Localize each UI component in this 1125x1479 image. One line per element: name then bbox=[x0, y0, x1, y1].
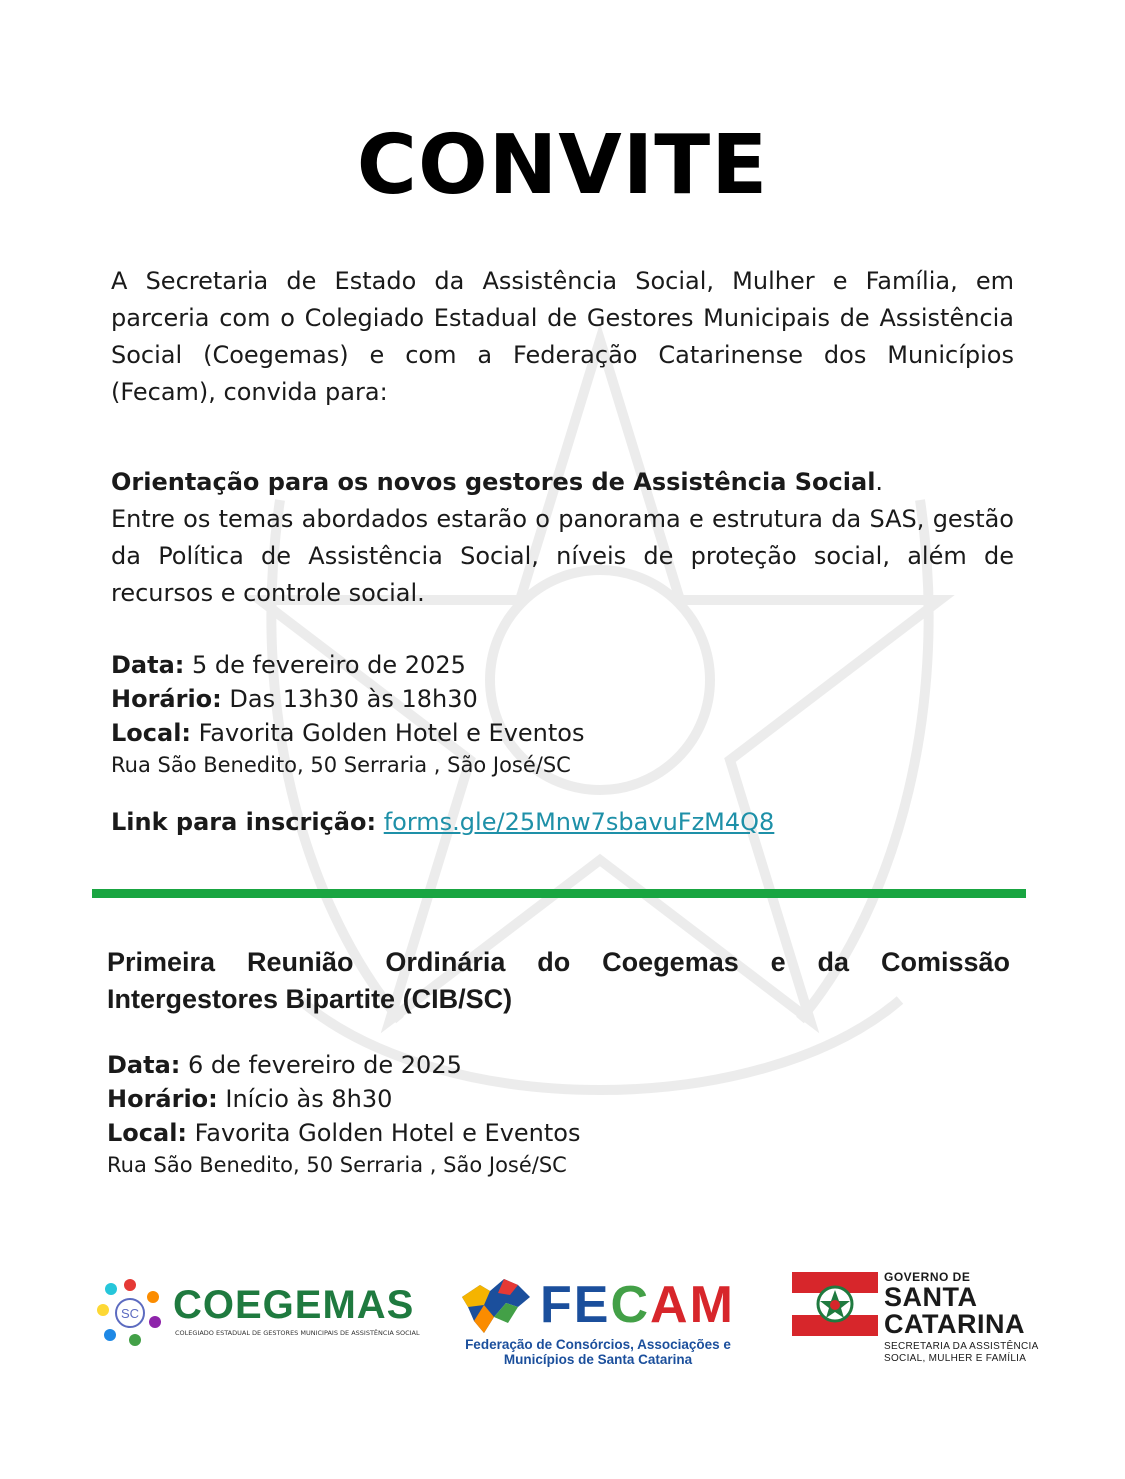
santa-catarina-government-logo bbox=[792, 1270, 1052, 1370]
time-value: Das 13h30 às 18h30 bbox=[221, 685, 478, 713]
coegemas-badge-text: SC bbox=[120, 1306, 140, 1321]
coegemas-logo bbox=[95, 1277, 425, 1347]
event-2-title: Primeira Reunião Ordinária do Coegemas e da Comissão Intergestores Bipartite (CIB/SC) bbox=[107, 947, 1010, 1014]
coegemas-wordmark: COEGEMAS bbox=[173, 1283, 415, 1327]
event-2-date bbox=[107, 1048, 580, 1082]
intro-paragraph: A Secretaria de Estado da Assistência Social, Mulher e Família, em parceria com o Colegiado Estadual de Gestores Municipais de Assistência Social (Coegemas) e com a Federação Catarinense dos Municípios (Fecam), convida para: bbox=[111, 267, 1014, 406]
fecam-logo bbox=[458, 1275, 738, 1375]
event-1-date bbox=[111, 648, 584, 682]
date-label: Data: bbox=[111, 651, 185, 679]
santa-catarina-text: GOVERNO DE SANTA CATARINA SECRETARIA DA ASSISTÊNCIA SOCIAL, MULHER E FAMÍLIA bbox=[884, 1270, 1039, 1364]
registration-link[interactable]: forms.gle/25Mnw7sbavuFzM4Q8 bbox=[383, 808, 775, 836]
page-title: CONVITE bbox=[356, 118, 769, 213]
event-1-details bbox=[111, 648, 584, 780]
registration-link-row bbox=[111, 808, 774, 836]
fecam-subtitle: Federação de Consórcios, Associações e Municípios de Santa Catarina bbox=[465, 1337, 731, 1367]
partner-logos bbox=[0, 1265, 1125, 1375]
date-value: 5 de fevereiro de 2025 bbox=[184, 651, 466, 679]
time-label: Horário: bbox=[107, 1085, 218, 1113]
section-divider bbox=[92, 889, 1026, 898]
event-2-place bbox=[107, 1116, 580, 1150]
fecam-wordmark: FECAM bbox=[540, 1276, 735, 1334]
time-label: Horário: bbox=[111, 685, 222, 713]
event-1-place bbox=[111, 716, 584, 750]
time-value: Início às 8h30 bbox=[217, 1085, 393, 1113]
event-1-title-suffix: . bbox=[875, 468, 884, 496]
place-value: Favorita Golden Hotel e Eventos bbox=[191, 719, 585, 747]
event-2-address: Rua São Benedito, 50 Serraria , São José/SC bbox=[107, 1153, 567, 1177]
event-2-time bbox=[107, 1082, 580, 1116]
place-label: Local: bbox=[107, 1119, 188, 1147]
registration-link-label: Link para inscrição: bbox=[111, 808, 377, 836]
santa-catarina-flag-icon bbox=[792, 1272, 878, 1336]
place-value: Favorita Golden Hotel e Eventos bbox=[187, 1119, 581, 1147]
event-1-address: Rua São Benedito, 50 Serraria , São José/SC bbox=[111, 753, 571, 777]
coegemas-subtitle: COLEGIADO ESTADUAL DE GESTORES MUNICIPAIS DE ASSISTÊNCIA SOCIAL bbox=[175, 1329, 420, 1337]
event-2-details bbox=[107, 1048, 580, 1180]
event-1-time bbox=[111, 682, 584, 716]
event-1-description: Entre os temas abordados estarão o panorama e estrutura da SAS, gestão da Política de Assistência Social, níveis de proteção social, além de recursos e controle social. bbox=[111, 505, 1014, 607]
place-label: Local: bbox=[111, 719, 192, 747]
date-label: Data: bbox=[107, 1051, 181, 1079]
coegemas-people-icon bbox=[95, 1277, 165, 1347]
event-1-section bbox=[111, 464, 1014, 612]
date-value: 6 de fevereiro de 2025 bbox=[180, 1051, 462, 1079]
event-1-title: Orientação para os novos gestores de Assistência Social bbox=[111, 468, 876, 496]
fecam-map-icon bbox=[460, 1277, 532, 1337]
